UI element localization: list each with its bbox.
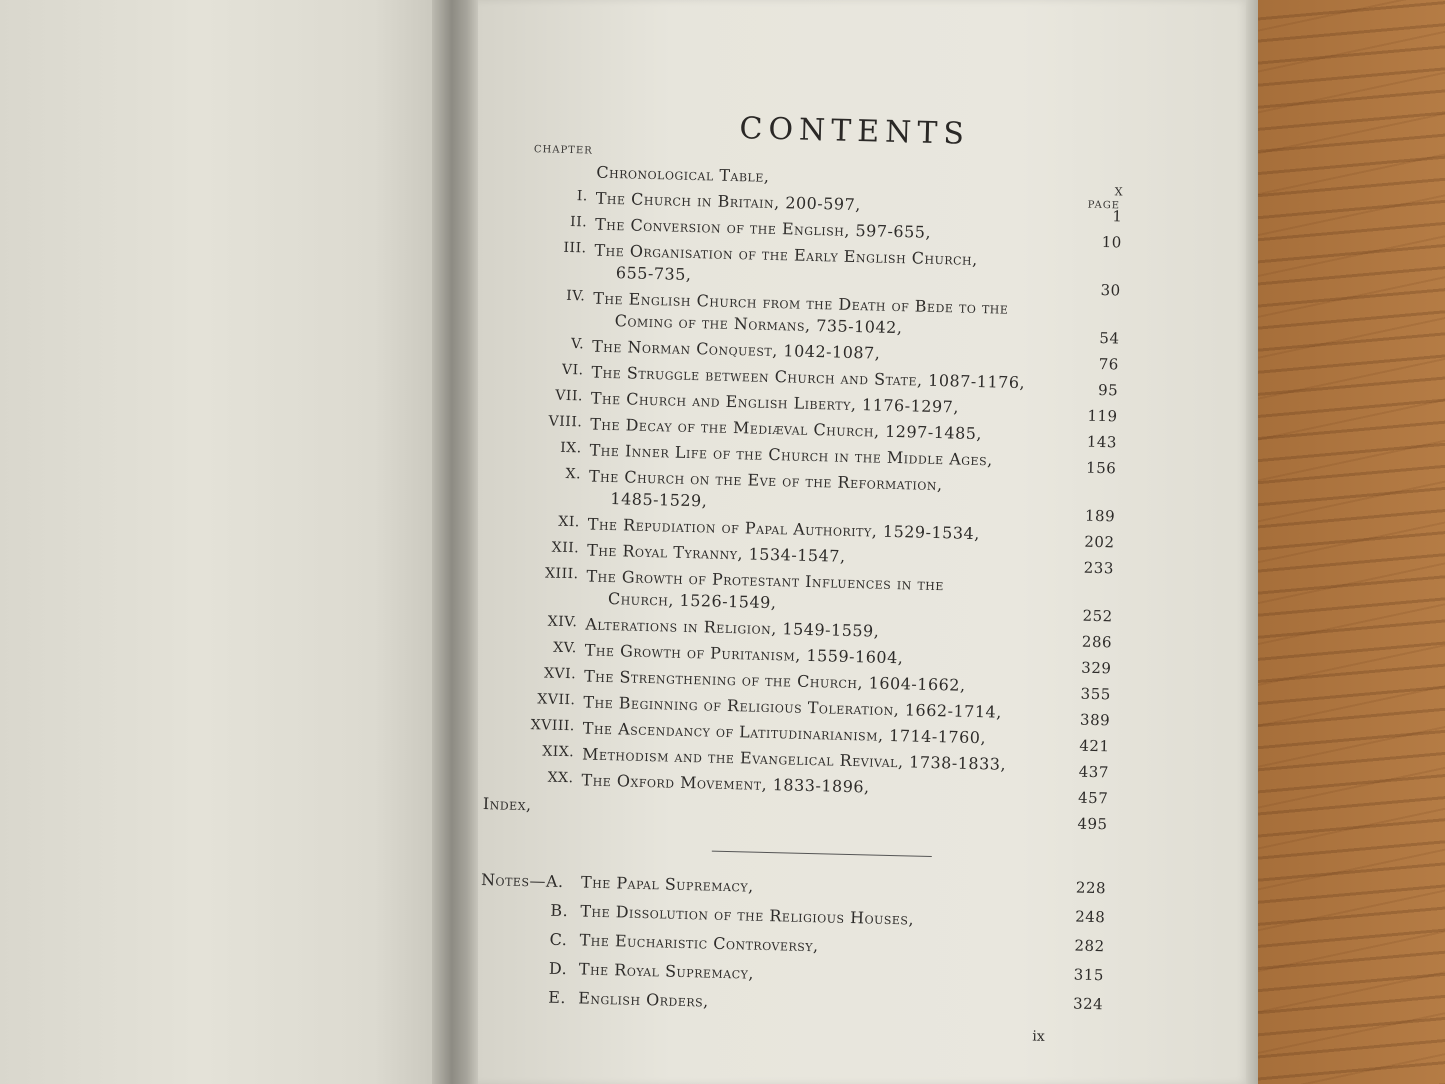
page-number: 421 (1079, 736, 1110, 756)
chapter-number: IX. (559, 439, 582, 457)
chapter-number: XIV. (547, 613, 578, 631)
chapter-title: The Strengthening of the Church, 1604-1662, (583, 666, 966, 695)
page-number: 10 (1101, 232, 1123, 252)
chapter-number: IV. (566, 287, 586, 305)
note-label: E. (547, 987, 567, 1008)
chapter-number: III. (563, 239, 587, 257)
page-number: 189 (1084, 506, 1116, 526)
chapter-title: The Church in Britain, 200-597, (595, 188, 862, 215)
chapter-title-continued: Coming of the Normans, 735-1042, (614, 311, 903, 338)
chapter-title: The Ascendancy of Latitudinarianism, 1714-1760, (582, 718, 987, 748)
page-edge (1246, 0, 1258, 1084)
chapter-number: XIX. (542, 743, 575, 761)
chapter-title: The Church on the Eve of the Reformation, (588, 466, 943, 495)
chapter-label: CHAPTER (533, 144, 593, 157)
page-number: 233 (1083, 558, 1115, 578)
page-number: 143 (1086, 432, 1118, 452)
note-title: English Orders, (577, 988, 710, 1011)
chapter-number: XVII. (537, 691, 576, 709)
chapter-number: XII. (551, 539, 580, 557)
page-number: x (1114, 181, 1124, 200)
chapter-number: XX. (547, 769, 574, 787)
chapter-title: The Norman Conquest, 1042-1087, (591, 336, 881, 363)
page-number: 252 (1082, 606, 1113, 626)
chapter-title: The Oxford Movement, 1833-1896, (581, 770, 870, 797)
note-label: Notes—A. (480, 870, 564, 892)
note-label: D. (548, 958, 568, 979)
left-page (0, 0, 440, 1084)
chapter-number: XVIII. (530, 717, 576, 735)
chapter-title: Alterations in Religion, 1549-1559, (585, 614, 880, 641)
chapter-title: Index, (482, 794, 532, 815)
chapter-number: I. (576, 188, 588, 205)
page-number: 119 (1087, 406, 1118, 426)
chapter-title: The Organisation of the Early English Church, (594, 240, 978, 269)
page-number: 228 (1075, 878, 1107, 898)
note-label: B. (550, 900, 569, 921)
page-label: PAGE (1087, 199, 1121, 212)
page-number: 156 (1085, 458, 1117, 478)
page-title: CONTENTS (739, 111, 971, 152)
page-number: 95 (1097, 380, 1119, 400)
page-number: 30 (1100, 280, 1121, 300)
chapter-title: Methodism and the Evangelical Revival, 1738-1833, (581, 744, 1007, 774)
page-number: 329 (1081, 658, 1112, 678)
page-number: 286 (1081, 632, 1113, 652)
note-title: The Royal Supremacy, (578, 959, 755, 983)
chapter-title-continued: 655-735, (615, 263, 692, 284)
page-number: 282 (1074, 936, 1105, 956)
chapter-title: The Growth of Puritanism, 1559-1604, (584, 640, 904, 668)
chapter-title: The Decay of the Mediæval Church, 1297-1485, (590, 414, 983, 444)
note-title: The Eucharistic Controversy, (579, 930, 819, 956)
page-number: 248 (1074, 907, 1106, 927)
note-title: The Dissolution of the Religious Houses, (580, 901, 915, 929)
chapter-title: The Inner Life of the Church in the Middle Ages, (589, 440, 993, 470)
chapter-number: II. (569, 213, 588, 231)
chapter-title: The Growth of Protestant Influences in the (586, 566, 945, 595)
note-title: The Papal Supremacy, (580, 872, 754, 896)
chapter-title: Chronological Table, (596, 162, 770, 186)
page-number: 76 (1098, 354, 1120, 374)
chapter-title: The English Church from the Death of Bede to the (593, 288, 1009, 318)
page-number: 315 (1073, 965, 1105, 985)
chapter-title: The Struggle between Church and State, 1087-1176, (591, 362, 1026, 393)
chapter-title: The Repudiation of Papal Authority, 1529-1534, (587, 514, 981, 544)
chapter-number: VI. (561, 361, 584, 379)
chapter-number: XVI. (543, 665, 577, 683)
page-folio: ix (1032, 1028, 1045, 1045)
page-number: 324 (1072, 994, 1104, 1014)
page-number: 1 (1112, 207, 1123, 226)
chapter-title: The Conversion of the English, 597-655, (594, 214, 932, 242)
chapter-number: VII. (555, 387, 584, 405)
page-number: 437 (1078, 762, 1110, 782)
chapter-title-continued: Church, 1526-1549, (607, 589, 777, 613)
chapter-number: XI. (558, 513, 581, 531)
note-label: C. (549, 929, 568, 950)
page-number: 202 (1084, 532, 1115, 552)
chapter-number: XV. (552, 639, 577, 657)
chapter-title: The Beginning of Religious Toleration, 1662-1714, (583, 692, 1003, 722)
chapter-number: XIII. (544, 565, 579, 583)
page-number: 389 (1079, 710, 1111, 730)
chapter-title-continued: 1485-1529, (610, 489, 708, 511)
page-number: 457 (1077, 788, 1109, 808)
chapter-number: V. (570, 336, 585, 353)
chapter-number: X. (565, 465, 582, 483)
book-gutter (432, 0, 482, 1084)
chapter-title: The Church and English Liberty, 1176-1297, (590, 388, 960, 417)
chapter-title: The Royal Tyranny, 1534-1547, (586, 540, 846, 566)
chapter-number: VIII. (548, 413, 583, 431)
page-number: 54 (1099, 328, 1120, 348)
page-number: 495 (1077, 814, 1108, 834)
page-number: 355 (1080, 684, 1112, 704)
